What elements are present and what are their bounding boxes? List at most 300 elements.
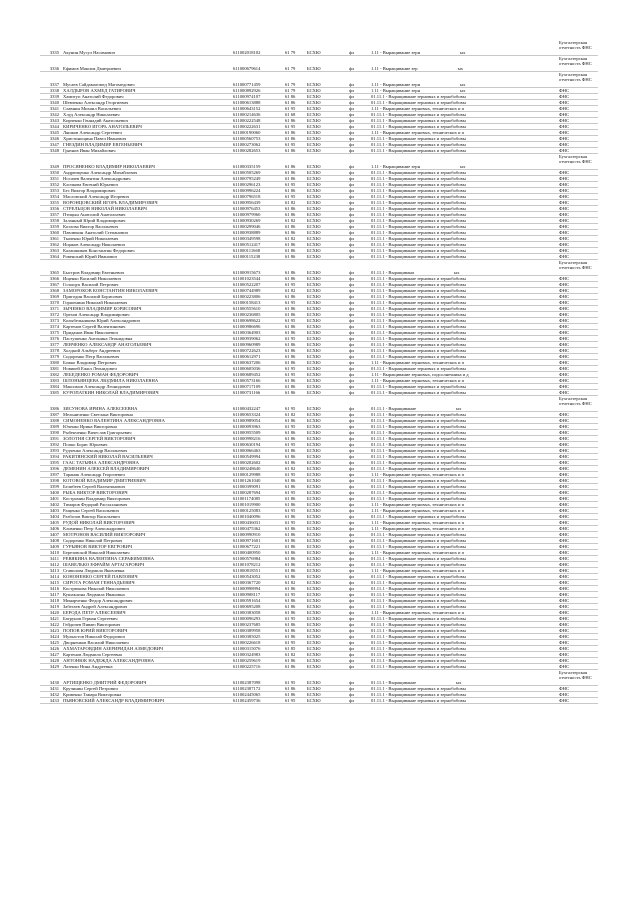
- inn-number: 611000111668: [232, 248, 284, 254]
- entity-type: фл: [348, 484, 370, 490]
- entity-type: фл: [348, 276, 370, 282]
- code-value: 61 95: [284, 698, 306, 704]
- row-number: 3368: [40, 288, 62, 294]
- category-code: БСХЮ: [306, 640, 348, 646]
- entity-type: фл: [348, 508, 370, 514]
- activity-description: [370, 396, 558, 412]
- person-name: КИРИЧЕНКО ИГОРЬ АНАТОЛЬЕВИЧ: [62, 124, 232, 130]
- inn-number: 611000591654: [232, 598, 284, 604]
- activity-description: 01.11.1 - Выращивание зерновых и зернобобовы: [370, 136, 558, 142]
- source-note: ФНС: [558, 330, 598, 336]
- source-note: ФНС: [558, 312, 598, 318]
- entity-type: фл: [348, 580, 370, 586]
- entity-type: фл: [348, 360, 370, 366]
- code-value: 61 95: [284, 490, 306, 496]
- activity-description: 01.11.1 - Выращивание зерновых и зернобобовы: [370, 148, 558, 154]
- inn-number: 611000698622: [232, 318, 284, 324]
- entity-type: фл: [348, 224, 370, 230]
- category-code: БСХЮ: [306, 288, 348, 294]
- person-name: Божко Владимир Петрович: [62, 360, 232, 366]
- activity-description-end: ых: [456, 406, 462, 411]
- source-note: ФНС: [558, 574, 598, 580]
- person-name: Сгавилова Людмила Яковлевна: [62, 568, 232, 574]
- entity-type: фл: [348, 586, 370, 592]
- person-name: Клименко Петр Александрович: [62, 526, 232, 532]
- activity-description: 01.11.1 - Выращивание зерновых и зернобобовы: [370, 306, 558, 312]
- entity-type: фл: [348, 312, 370, 318]
- activity-description: 1.11 - Выращивание зерновых, технических и п: [370, 520, 558, 526]
- activity-description: 1.11 - Выращивание зерновых, подсолнечника и д: [370, 372, 558, 378]
- source-note: ФНС: [558, 106, 598, 112]
- entity-type: фл: [348, 318, 370, 324]
- category-code: БСХЮ: [306, 330, 348, 336]
- person-name: Холдкий Альберт Андреевич: [62, 348, 232, 354]
- activity-description: 01.11.1 - Выращивание зерновых и зернобобовы: [370, 218, 558, 224]
- person-name: Голощуп Василий Петрович: [62, 282, 232, 288]
- row-number: 3343: [40, 118, 62, 124]
- code-value: 61 86: [284, 514, 306, 520]
- source-note: ФНС: [558, 188, 598, 194]
- entity-type: фл: [348, 336, 370, 342]
- entity-type: фл: [348, 610, 370, 616]
- person-name: Дворненков Василий Николаевич: [62, 640, 232, 646]
- source-note: ФНС: [558, 342, 598, 348]
- source-note: ФНС: [558, 288, 598, 294]
- category-code: БСХЮ: [306, 628, 348, 634]
- category-code: БСХЮ: [306, 354, 348, 360]
- source-note: ФНС: [558, 580, 598, 586]
- category-code: БСХЮ: [306, 124, 348, 130]
- code-value: 61 86: [284, 418, 306, 424]
- person-name: Носачев Валентин Александрович: [62, 176, 232, 182]
- source-note: ФНС: [558, 136, 598, 142]
- category-code: БСХЮ: [306, 282, 348, 288]
- row-number: 3406: [40, 526, 62, 532]
- entity-type: фл: [348, 300, 370, 306]
- person-name: ЗАМОРОКОВ КОНСТАНТИН НИКОЛАЕВИЧ: [62, 288, 232, 294]
- code-value: 61 82: [284, 412, 306, 418]
- activity-description: 01.11.1 - Выращивание зерновых и зернобобовы: [370, 640, 558, 646]
- source-note: ФНС: [558, 306, 598, 312]
- category-code: БСХЮ: [306, 568, 348, 574]
- person-name: Попко Борис Юрьевич: [62, 442, 232, 448]
- source-note: ФНС: [558, 124, 598, 130]
- row-number: 3346: [40, 136, 62, 142]
- code-value: 61 86: [284, 260, 306, 276]
- entity-type: фл: [348, 634, 370, 640]
- activity-description: 01.11.1 - Выращивание зерновых и зернобобовы: [370, 628, 558, 634]
- category-code: БСХЮ: [306, 40, 348, 56]
- source-note: ФНС: [558, 142, 598, 148]
- source-note: Бухгалтерская отчетность ФНС: [558, 396, 598, 412]
- row-number: 3363: [40, 248, 62, 254]
- row-number: 3408: [40, 538, 62, 544]
- activity-description: 1.11 - Выращивание зерновых, технических и п: [370, 502, 558, 508]
- code-value: 61 86: [284, 586, 306, 592]
- category-code: БСХЮ: [306, 276, 348, 282]
- row-number: 3351: [40, 176, 62, 182]
- inn-number: 611000938889: [232, 230, 284, 236]
- activity-description: 01.11.1 - Выращивание зерновых и зернобобовы: [370, 288, 558, 294]
- category-code: БСХЮ: [306, 580, 348, 586]
- activity-description: 01.11.1 - Выращивание зерновых и зернобобовы: [370, 182, 558, 188]
- source-note: ФНС: [558, 390, 598, 396]
- activity-description: 01.11.1 - Выращивание зерновых и зернобобовы: [370, 312, 558, 318]
- code-value: 61 86: [284, 568, 306, 574]
- inn-number: 611000202602: [232, 460, 284, 466]
- activity-description: 01.11.1 - Выращивание зерновых и зернобобовы: [370, 118, 558, 124]
- row-number: 3342: [40, 112, 62, 118]
- inn-number: 611001023544: [232, 276, 284, 282]
- person-name: Ефимов Максим Дмитриевич: [62, 56, 232, 72]
- source-note: Бухгалтерская отчетность ФНС: [558, 56, 598, 72]
- row-number: 3375: [40, 330, 62, 336]
- code-value: 61 86: [284, 454, 306, 460]
- row-number: 3412: [40, 562, 62, 568]
- entity-type: фл: [348, 622, 370, 628]
- person-name: АНТОНЮК НАДЕЖДА АЛЕКСАНДРОВНА: [62, 658, 232, 664]
- inn-number: 611000989054: [232, 418, 284, 424]
- category-code: БСХЮ: [306, 396, 348, 412]
- person-name: ГААС ТАТЬЯНА АЛЕКСАНДРОВНА: [62, 460, 232, 466]
- row-number: 3348: [40, 148, 62, 154]
- category-code: БСХЮ: [306, 698, 348, 704]
- category-code: БСХЮ: [306, 194, 348, 200]
- person-name: Юченко Ирина Викторовна: [62, 424, 232, 430]
- activity-description: [370, 72, 558, 88]
- code-value: 61 86: [284, 628, 306, 634]
- category-code: БСХЮ: [306, 100, 348, 106]
- category-code: БСХЮ: [306, 610, 348, 616]
- inn-number: 611000237685: [232, 622, 284, 628]
- row-number: 3410: [40, 550, 62, 556]
- activity-description: 01.11.1 - Выращивание зерновых и зернобобовы: [370, 348, 558, 354]
- table-row: [40, 72, 598, 88]
- person-name: Березовской Николай Николаевич: [62, 550, 232, 556]
- code-value: 61 86: [284, 538, 306, 544]
- activity-description: 01.11.1 - Выращивание зерновых и зернобобовы: [370, 188, 558, 194]
- person-name: Ткаченко Юрий Николаевич: [62, 236, 232, 242]
- row-number: 3402: [40, 502, 62, 508]
- code-value: 61 86: [284, 176, 306, 182]
- entity-type: фл: [348, 430, 370, 436]
- inn-number: 611000612971: [232, 354, 284, 360]
- activity-description: 01.11.1 - Выращивание зерновых и зернобобовы: [370, 224, 558, 230]
- row-number: 3376: [40, 336, 62, 342]
- code-value: 61 86: [284, 224, 306, 230]
- category-code: БСХЮ: [306, 212, 348, 218]
- activity-description: 1.11 - Выращивание зерновых, технических и п: [370, 568, 558, 574]
- person-name: ПЬЯНОВСКИЙ АЛЕКСАНДР ВЛАДИМИРОВИЧ: [62, 698, 232, 704]
- inn-number: 611000892926: [232, 88, 284, 94]
- category-code: БСХЮ: [306, 556, 348, 562]
- person-name: Андрющенко Александр Михайлович: [62, 170, 232, 176]
- activity-description-start: 1.11 - Выращивание зерн: [371, 50, 421, 55]
- activity-description: 01.11.1 - Выращивание зерновых и зернобобовы: [370, 544, 558, 550]
- person-name: РЫБА ВИКТОР ВИКТОРОВИЧ: [62, 490, 232, 496]
- entity-type: фл: [348, 390, 370, 396]
- activity-description: 01.11.1 - Выращивание зерновых и зернобобовы: [370, 622, 558, 628]
- source-note: ФНС: [558, 354, 598, 360]
- inn-number: 611000389958: [232, 628, 284, 634]
- row-number: 3352: [40, 182, 62, 188]
- source-note: ФНС: [558, 430, 598, 436]
- person-name: ЗЫЧЕНКО ВЛАДИМИР БОРИСОВИЧ: [62, 306, 232, 312]
- person-name: ЛЕВЧЕНКО АЛЕКСАНДР АНАТОЛЬЕВИЧ: [62, 342, 232, 348]
- row-number: 3345: [40, 130, 62, 136]
- person-name: Бес Виктор Владимирович: [62, 188, 232, 194]
- source-note: ФНС: [558, 664, 598, 670]
- person-name: Масловский Александр Игоревич: [62, 194, 232, 200]
- source-note: ФНС: [558, 412, 598, 418]
- activity-description: 01.11.1 - Выращивание зерновых и зернобобовы: [370, 652, 558, 658]
- row-number: 3362: [40, 242, 62, 248]
- row-number: 3379: [40, 354, 62, 360]
- code-value: 61 95: [284, 372, 306, 378]
- row-number: 3350: [40, 170, 62, 176]
- row-number: 3419: [40, 604, 62, 610]
- entity-type: фл: [348, 188, 370, 194]
- activity-description: 01.11.1 - Выращивание зерновых и зернобобовы: [370, 324, 558, 330]
- row-number: 3366: [40, 276, 62, 282]
- inn-number: 611000689452: [232, 372, 284, 378]
- category-code: БСХЮ: [306, 448, 348, 454]
- category-code: БСХЮ: [306, 460, 348, 466]
- entity-type: фл: [348, 130, 370, 136]
- category-code: БСХЮ: [306, 658, 348, 664]
- activity-description: 01.11.1 - Выращивание зерновых и зернобобовы: [370, 170, 558, 176]
- activity-description: 01.11.1 - Выращивание зерновых и зернобобовы: [370, 176, 558, 182]
- source-note: ФНС: [558, 448, 598, 454]
- source-note: ФНС: [558, 586, 598, 592]
- entity-type: фл: [348, 478, 370, 484]
- inn-number: 611000096293: [232, 616, 284, 622]
- activity-description: 01.11.1 - Выращивание зерновых и зернобобовы: [370, 200, 558, 206]
- source-note: ФНС: [558, 218, 598, 224]
- category-code: БСХЮ: [306, 436, 348, 442]
- activity-description: 01.11.1 - Выращивание зерновых и зернобобовы: [370, 562, 558, 568]
- category-code: БСХЮ: [306, 170, 348, 176]
- person-name: Мусаев Сайдамагомед Магомедович: [62, 72, 232, 88]
- code-value: 61 86: [284, 154, 306, 170]
- inn-number: 611000066463: [232, 448, 284, 454]
- row-number: 3430: [40, 670, 62, 686]
- activity-description-end: ых: [460, 88, 466, 93]
- activity-description: 01.11.1 - Выращивание зерновых и зернобобовы: [370, 142, 558, 148]
- inn-number: 611002387098: [232, 670, 284, 686]
- activity-description-end: ых: [460, 164, 466, 169]
- code-value: 61 82: [284, 580, 306, 586]
- category-code: БСХЮ: [306, 342, 348, 348]
- activity-description-start: 01.11.1 - Выращивание: [371, 680, 417, 685]
- code-value: 61 95: [284, 442, 306, 448]
- activity-description-end: ых: [457, 66, 463, 71]
- source-note: ФНС: [558, 282, 598, 288]
- activity-description: 01.11.1 - Выращивание зерновых и зернобобовы: [370, 592, 558, 598]
- inn-number: 611000976453: [232, 206, 284, 212]
- activity-description: 01.11.1 - Выращивание зерновых и зернобобовы: [370, 538, 558, 544]
- inn-number: 611000475362: [232, 526, 284, 532]
- source-note: ФНС: [558, 490, 598, 496]
- category-code: БСХЮ: [306, 236, 348, 242]
- person-name: Павлюкин Анатолий Степанович: [62, 230, 232, 236]
- activity-description-end: ых: [456, 680, 462, 685]
- person-name: Грязнов Иван Михайлович: [62, 148, 232, 154]
- person-name: СИРОТА РОМАН ГЕННАДЬЕВИЧ: [62, 580, 232, 586]
- activity-description: 01.11.1 - Выращивание зерновых и зернобобовы: [370, 454, 558, 460]
- code-value: 61 79: [284, 40, 306, 56]
- source-note: ФНС: [558, 508, 598, 514]
- person-name: Картенов Сергей Валентинович: [62, 324, 232, 330]
- source-note: ФНС: [558, 378, 598, 384]
- source-note: ФНС: [558, 112, 598, 118]
- category-code: БСХЮ: [306, 206, 348, 212]
- inn-number: 611000998216: [232, 436, 284, 442]
- inn-number: 611000287694: [232, 490, 284, 496]
- code-value: 61 86: [284, 526, 306, 532]
- row-number: 3421: [40, 616, 62, 622]
- activity-description: 01.11.1 - Выращивание зерновых и зернобобовы: [370, 586, 558, 592]
- source-note: ФНС: [558, 118, 598, 124]
- row-number: 3349: [40, 154, 62, 170]
- row-number: 3433: [40, 698, 62, 704]
- inn-number: 611000259619: [232, 658, 284, 664]
- row-number: 3390: [40, 430, 62, 436]
- row-number: 3385: [40, 390, 62, 396]
- category-code: БСХЮ: [306, 622, 348, 628]
- entity-type: фл: [348, 242, 370, 248]
- entity-type: фл: [348, 94, 370, 100]
- source-note: ФНС: [558, 170, 598, 176]
- person-name: КУРОПАТКИН НИКОЛАЙ ВЛАДИМИРОВИЧ: [62, 390, 232, 396]
- entity-type: фл: [348, 118, 370, 124]
- row-number: 3373: [40, 318, 62, 324]
- register-sheet: [40, 40, 598, 704]
- person-name: Пригодин Василий Борисович: [62, 294, 232, 300]
- code-value: 61 95: [284, 520, 306, 526]
- code-value: 61 86: [284, 378, 306, 384]
- inn-number: 611000915673: [232, 260, 284, 276]
- person-name: ПРОСЯНЕНКО ВЛАДИМИР НИКОЛАЕВИЧ: [62, 154, 232, 170]
- source-note: ФНС: [558, 384, 598, 390]
- activity-description: 01.11.1 - Выращивание зерновых и зернобобовы: [370, 282, 558, 288]
- entity-type: фл: [348, 412, 370, 418]
- activity-description: 01.11.1 - Выращивание зерновых и зернобобовы: [370, 686, 558, 692]
- category-code: БСХЮ: [306, 188, 348, 194]
- source-note: ФНС: [558, 436, 598, 442]
- inn-number: 611000677221: [232, 544, 284, 550]
- row-number: 3395: [40, 460, 62, 466]
- inn-number: 611000974107: [232, 94, 284, 100]
- entity-type: фл: [348, 194, 370, 200]
- row-number: 3400: [40, 490, 62, 496]
- row-number: 3388: [40, 418, 62, 424]
- inn-number: 611000643152: [232, 106, 284, 112]
- source-note: ФНС: [558, 550, 598, 556]
- activity-description: 01.11.1 - Выращивание зерновых и зернобобовы: [370, 112, 558, 118]
- code-value: 61 86: [284, 460, 306, 466]
- person-name: Козлова Виктор Васильевич: [62, 224, 232, 230]
- code-value: 61 86: [284, 360, 306, 366]
- source-note: ФНС: [558, 466, 598, 472]
- row-number: 3347: [40, 142, 62, 148]
- source-note: ФНС: [558, 224, 598, 230]
- inn-number: 611001078212: [232, 562, 284, 568]
- category-code: БСХЮ: [306, 550, 348, 556]
- person-name: КОТОВОЙ ВЛАДИМИР ДМИТРИЕВИЧ: [62, 478, 232, 484]
- person-name: Шевченко Александр Георгиевич: [62, 100, 232, 106]
- inn-number: 611000236805: [232, 312, 284, 318]
- category-code: БСХЮ: [306, 670, 348, 686]
- code-value: 61 86: [284, 448, 306, 454]
- person-name: СТРЕЛЬЦОВ НИКОЛАЙ НИКОЛАЕВИЧ: [62, 206, 232, 212]
- activity-description: 1.11 - Выращивание зерновых, технических и п: [370, 472, 558, 478]
- activity-description: 01.11.1 - Выращивание зерновых и зернобобовы: [370, 230, 558, 236]
- inn-number: 611000695208: [232, 604, 284, 610]
- entity-type: фл: [348, 282, 370, 288]
- inn-number: 611000436031: [232, 520, 284, 526]
- source-note: ФНС: [558, 442, 598, 448]
- code-value: 61 95: [284, 106, 306, 112]
- person-name: ХАЛДЫРОВ АХМЕД ГАТИРОВИЧ: [62, 88, 232, 94]
- entity-type: фл: [348, 418, 370, 424]
- row-number: 3369: [40, 294, 62, 300]
- person-name: Картенов Людмила Сергеевна: [62, 652, 232, 658]
- activity-description: 01.11.1 - Выращивание зерновых и зернобобовы: [370, 424, 558, 430]
- inn-number: 611000908117: [232, 592, 284, 598]
- source-note: ФНС: [558, 598, 598, 604]
- row-number: 3377: [40, 342, 62, 348]
- person-name: Калашников Константин Федорович: [62, 248, 232, 254]
- code-value: 61 86: [284, 276, 306, 282]
- entity-type: фл: [348, 562, 370, 568]
- activity-description: [370, 154, 558, 170]
- entity-type: фл: [348, 616, 370, 622]
- category-code: БСХЮ: [306, 182, 348, 188]
- code-value: 61 95: [284, 424, 306, 430]
- row-number: 3405: [40, 520, 62, 526]
- source-note: ФНС: [558, 478, 598, 484]
- category-code: БСХЮ: [306, 348, 348, 354]
- inn-number: 611000222631: [232, 124, 284, 130]
- person-name: Мельниченко Светлана Викторовна: [62, 412, 232, 418]
- code-value: 61 86: [284, 248, 306, 254]
- row-number: 3423: [40, 628, 62, 634]
- inn-number: 611000222548: [232, 118, 284, 124]
- inn-number: 611000129988: [232, 472, 284, 478]
- code-value: 61 86: [284, 94, 306, 100]
- code-value: 61 82: [284, 466, 306, 472]
- entity-type: фл: [348, 454, 370, 460]
- inn-number: 611000335159: [232, 154, 284, 170]
- code-value: 61 86: [284, 148, 306, 154]
- category-code: БСХЮ: [306, 72, 348, 88]
- inn-number: 611000996224: [232, 188, 284, 194]
- category-code: БСХЮ: [306, 484, 348, 490]
- entity-type: фл: [348, 466, 370, 472]
- activity-description: 01.11.1 - Выращивание зерновых и зернобобовы: [370, 418, 558, 424]
- inn-number: 611000771459: [232, 72, 284, 88]
- person-name: ГУРЬЯНОВ ВИКТОР ЕВГРОВИЧ: [62, 544, 232, 550]
- inn-number: 611001040096: [232, 514, 284, 520]
- row-number: 3397: [40, 472, 62, 478]
- activity-description: 01.11.1 - Выращивание зерновых и зернобобовы: [370, 390, 558, 396]
- activity-description-start: 1.11 - Выращивание зерн: [371, 88, 421, 93]
- inn-number: 611000605036: [232, 366, 284, 372]
- entity-type: фл: [348, 520, 370, 526]
- row-number: 3372: [40, 312, 62, 318]
- category-code: БСХЮ: [306, 592, 348, 598]
